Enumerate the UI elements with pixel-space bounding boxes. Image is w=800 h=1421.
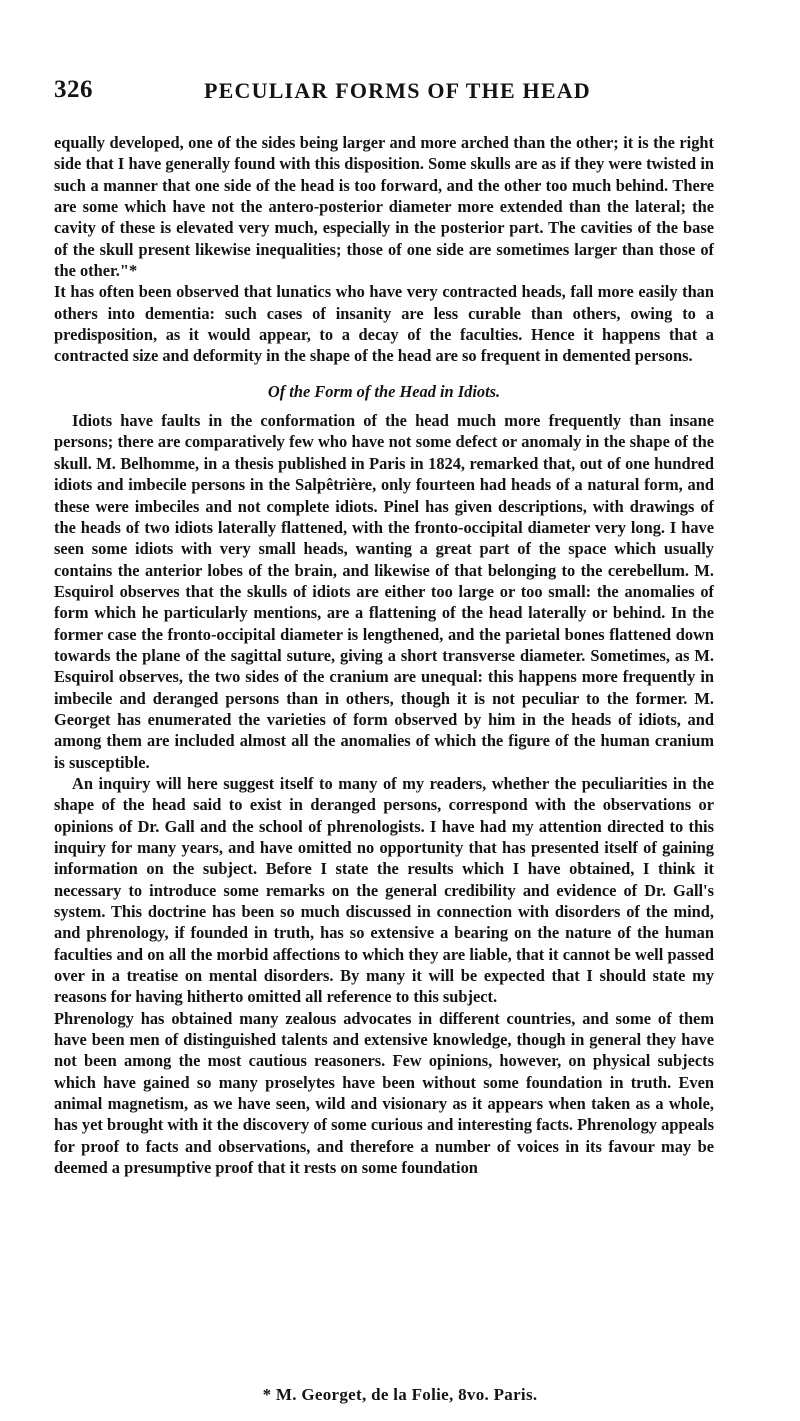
paragraph: It has often been observed that lunatics who have very contracted heads, fall more easily than others into dementia: such cases of insanity are less curable than others, owing to a predisposition, as it would appear, to a decay of the faculties. Hence it happens that a contracted size and deformity in the shape of the head are so frequent in demented persons.: [54, 282, 714, 366]
paragraph: Idiots have faults in the conformation of the head much more frequently than insane persons; there are comparatively few who have not some defect or anomaly in the shape of the skull. M. Belhomme, in a thesis published in Paris in 1824, remarked that, out of one hundred idiots and imbecile persons in the Salpêtrière, only fourteen had heads of a natural form, and these were imbeciles and not complete idiots. Pinel has given descriptions, with drawings of the heads of two idiots laterally flattened, with the fronto-occipital diameter very long. I have seen some idiots with very small heads, wanting a great part of the space which usually contains the anterior lobes of the brain, and likewise of that belonging to the cerebellum. M. Esquirol observes that the skulls of idiots are either too large or too small: the anomalies of form which he particularly mentions, are a flattening of the head laterally or behind. In the former case the fronto-occipital diameter is lengthened, and the parietal bones flattened down towards the plane of the sagittal suture, giving a short transverse diameter. Sometimes, as M. Esquirol observes, the two sides of the cranium are unequal: this happens more frequently in imbecile and deranged persons than in others, though it is not peculiar to the former. M. Georget has enumerated the varieties of form observed by him in the heads of idiots, and among them are included almost all the anomalies of which the figure of the human cranium is susceptible.: [54, 411, 714, 772]
paragraph: equally developed, one of the sides being larger and more arched than the other; it is the right side that I have generally found with this disposition. Some skulls are as if they were twisted in such a manner that one side of the head is too forward, and the other too much behind. There are some which have not the antero-posterior diameter more extended than the lateral; the cavity of these is elevated very much, especially in the posterior part. The cavities of the base of the skull present likewise inequalities; those of one side are sometimes larger than those of the other."*: [54, 133, 714, 281]
paragraph: Phrenology has obtained many zealous advocates in different countries, and some of them have been men of distinguished talents and extensive knowledge, though in general they have not been among the most cautious reasoners. Few opinions, however, on physical subjects which have gained so many proselytes have been without some foundation in truth. Even animal magnetism, as we have seen, wild and visionary as it appears when taken as a whole, has yet brought with it the discovery of some curious and interesting facts. Phrenology appeals for proof to facts and observations, and therefore a number of voices in its favour may be deemed a presumptive proof that it rests on some foundation: [54, 1008, 714, 1178]
page-header: [54, 76, 710, 106]
footnote: * M. Georget, de la Folie, 8vo. Paris.: [262, 1385, 538, 1404]
page-number: 326: [54, 76, 93, 103]
running-head: PECULIAR FORMS OF THE HEAD: [204, 78, 591, 103]
paragraph: An inquiry will here suggest itself to many of my readers, whether the peculiarities in the shape of the head said to exist in deranged persons, correspond with the observations or opinions of Dr. Gall and the school of phrenologists. I have had my attention directed to this inquiry for many years, and have omitted no opportunity that has presented itself of gaining information on the subject. Before I state the results which I have obtained, I think it necessary to introduce some remarks on the general credibility and evidence of Dr. Gall's system. This doctrine has been so much discussed in connection with disorders of the mind, and phrenology, if founded in truth, has so extensive a bearing on the nature of the human faculties and on all the morbid affections to which they are liable, that it cannot be well passed over in a treatise on mental disorders. By many it will be expected that I should state my reasons for having hitherto omitted all reference to this subject.: [54, 773, 714, 1007]
section-heading: Of the Form of the Head in Idiots.: [267, 381, 501, 401]
body-text: [54, 132, 714, 1179]
